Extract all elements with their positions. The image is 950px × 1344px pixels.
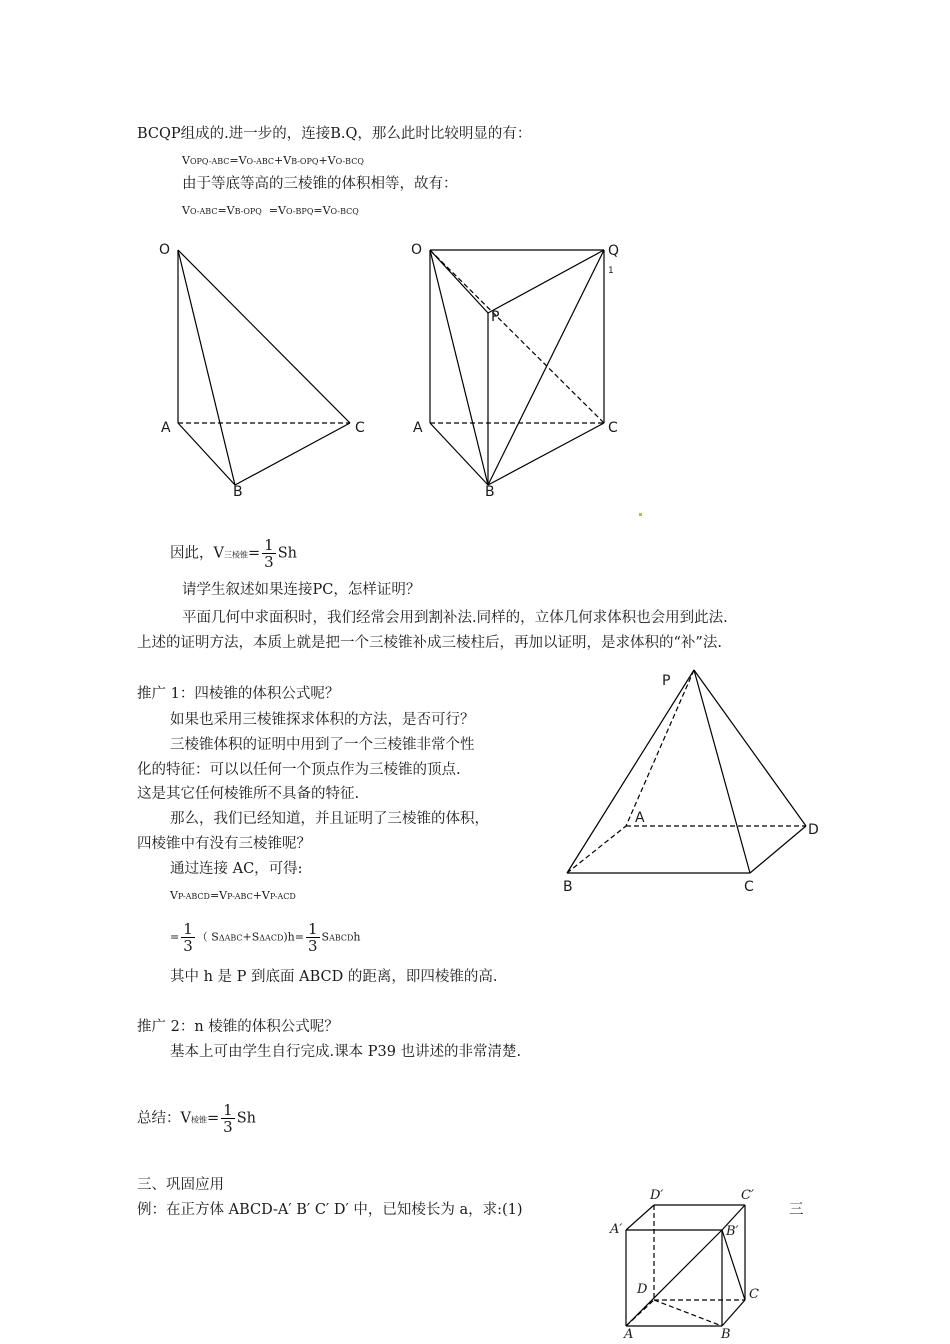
paragraph-fill-method: 上述的证明方法，本质上就是把一个三棱锥补成三棱柱后，再加以证明，是求体积的“补”法.: [137, 635, 722, 651]
therefore-formula: 因此，V三棱锥= $\frac{1}{3}$ Sh: [170, 536, 297, 571]
ext1-line1: 如果也采用三棱锥探求体积的方法，是否可行？: [170, 712, 475, 728]
ext1-line2: 三棱锥体积的证明中用到了一个三棱锥非常个性: [170, 737, 475, 753]
fig3-label-C: C: [744, 879, 754, 895]
equation-equal-volumes: VO-ABC=VB-OPQ =VO-BPQ=VO-BCQ: [182, 204, 359, 217]
ext1-line7: 通过连接 AC，可得:: [170, 861, 303, 877]
fig3-label-P: P: [662, 673, 671, 689]
ext2-title: 推广 2：n 棱锥的体积公式呢？: [137, 1019, 339, 1035]
fig4-label-Aprime: A′: [610, 1222, 623, 1237]
equation-volume-sum: VOPQ-ABC=VO-ABC+VB-OPQ+VO-BCQ: [182, 154, 364, 167]
fig4-label-Dprime: D′: [650, 1188, 664, 1203]
fig2-label-O: O: [411, 242, 423, 258]
fig4-label-A: A: [624, 1327, 634, 1342]
fig1-label-O: O: [159, 242, 171, 258]
ext1-title: 推广 1：四棱锥的体积公式呢？: [137, 686, 340, 702]
example-tail: 三: [789, 1202, 804, 1218]
fig4-label-Cprime: C′: [741, 1188, 754, 1203]
fig3-label-D: D: [808, 822, 819, 838]
figure-prism: [430, 250, 604, 485]
paragraph-cut-fill: 平面几何中求面积时，我们经常会用到割补法.同样的，立体几何求体积也会用到此法.: [182, 610, 728, 626]
fig1-label-A: A: [161, 420, 171, 436]
fig1-label-C: C: [355, 420, 365, 436]
ext1-line4: 这是其它任何棱锥所不具备的特征.: [137, 786, 360, 802]
ext1-line3: 化的特征：可以以任何一个顶点作为三棱锥的顶点.: [137, 762, 461, 778]
ext1-line8: 其中 h 是 P 到底面 ABCD 的距离，即四棱锥的高.: [170, 969, 498, 985]
equation-pyramid-split: VP-ABCD=VP-ABC+VP-ACD: [170, 889, 296, 902]
fig4-label-D: D: [637, 1282, 648, 1297]
summary-formula: 总结：V棱锥= $\frac{1}{3}$ Sh: [137, 1101, 256, 1136]
fig4-label-Bprime: B′: [726, 1224, 739, 1239]
stray-dot: [639, 513, 642, 516]
fig2-label-A: A: [413, 420, 423, 436]
ext1-line6: 四棱锥中有没有三棱锥呢？: [137, 836, 311, 852]
figure-pyramid: [567, 670, 806, 873]
section3-title: 三、巩固应用: [137, 1177, 224, 1193]
example-question: 例：在正方体 ABCD-A′ B′ C′ D′ 中，已知棱长为 a，求:(1): [137, 1202, 523, 1218]
fig4-label-B: B: [721, 1327, 731, 1342]
fig2-label-P: P: [491, 309, 500, 325]
fig2-label-C: C: [608, 420, 618, 436]
paragraph-connect-pc: 请学生叙述如果连接PC，怎样证明？: [182, 582, 421, 598]
fig2-label-Q: Q: [608, 243, 620, 259]
figure-tetrahedron: [178, 250, 350, 485]
paragraph-intro: BCQP组成的.进一步的，连接B.Q，那么此时比较明显的有：: [137, 126, 532, 142]
ext1-line5: 那么，我们已经知道，并且证明了三棱锥的体积，: [170, 811, 489, 827]
equation-pyramid-volume: = $\frac{1}{3}$ （ SΔABC+SΔACD)h= $\frac{1}{3}$ SABCDh: [170, 920, 361, 955]
fig2-label-B: B: [485, 484, 495, 500]
fig2-label-1: 1: [608, 266, 614, 276]
fig3-label-A: A: [635, 810, 645, 826]
fig3-label-B: B: [563, 879, 573, 895]
fig4-label-C: C: [749, 1287, 759, 1302]
fig1-label-B: B: [233, 484, 243, 500]
paragraph-equal-volume: 由于等底等高的三棱锥的体积相等，故有：: [182, 176, 458, 192]
ext2-line1: 基本上可由学生自行完成.课本 P39 也讲述的非常清楚.: [170, 1044, 522, 1060]
